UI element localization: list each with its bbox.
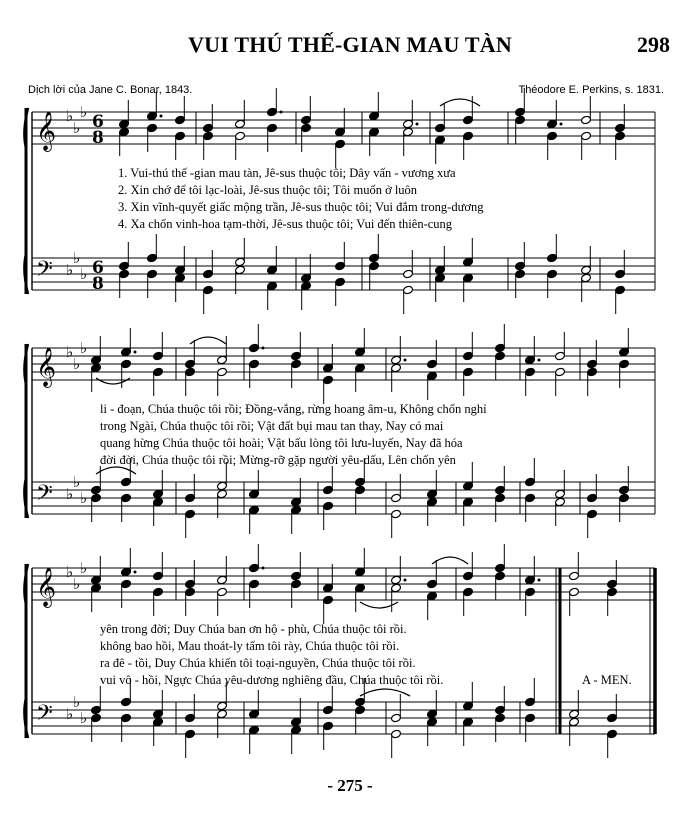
flat-sign: ♭ <box>80 559 88 577</box>
flat-sign: ♭ <box>66 343 74 361</box>
flat-sign: ♭ <box>73 249 81 267</box>
hymn-number: 298 <box>637 32 670 57</box>
dot <box>262 567 265 570</box>
lyric-line: quang hừng Chúa thuộc tôi hoài; Vật bấu lòng tôi lưu-luyến, Nay đã hóa <box>100 436 463 450</box>
dot <box>404 579 407 582</box>
composer-credit: Théodore E. Perkins, s. 1831. <box>518 84 664 96</box>
lyric-line: 2. Xin chớ để tôi lạc-loài, Jê-sus thuộc tôi; Tôi muốn ở luôn <box>118 183 418 197</box>
time-signature-top: 6 <box>92 112 104 132</box>
flat-sign: ♭ <box>66 563 74 581</box>
lyric-line: 3. Xin vĩnh-quyết giấc mộng trần, Jê-sus thuộc tôi; Vui đắm trong-dương <box>118 200 484 214</box>
flat-sign: ♭ <box>73 473 81 491</box>
lyric-line: ra đê - tồi, Duy Chúa khiến tôi toại-nguyền, Chúa thuộc tôi rồi. <box>100 656 416 670</box>
lyric-line: trong Ngài, Chúa thuộc tôi rồi; Vật đất bụi mau tan thay, Nay có mai <box>100 419 444 433</box>
lyric-line: 1. Vui-thú thế -gian mau tàn, Jê-sus thuộc tôi; Dây vấn - vương xưa <box>118 166 456 180</box>
flat-sign: ♭ <box>80 265 88 283</box>
slur <box>190 337 226 344</box>
slur <box>360 602 398 608</box>
dot <box>404 359 407 362</box>
lyric-line: yên trong đời; Duy Chúa ban ơn hộ - phù, Chúa thuộc tôi rồi. <box>100 622 407 636</box>
dot <box>560 123 563 126</box>
dot <box>160 115 163 118</box>
bass-clef: 𝄢 <box>36 481 53 511</box>
dot <box>538 359 541 362</box>
dot <box>280 111 283 114</box>
treble-clef: 𝄞 <box>36 111 57 151</box>
flat-sign: ♭ <box>73 355 81 373</box>
dot <box>538 579 541 582</box>
hymn-title: VUI THÚ THẾ-GIAN MAU TÀN <box>188 32 512 57</box>
slur <box>96 378 130 384</box>
treble-clef: 𝄞 <box>36 347 57 387</box>
time-signature-top: 6 <box>92 258 104 278</box>
flat-sign: ♭ <box>73 693 81 711</box>
bass-clef: 𝄢 <box>36 257 53 287</box>
bass-clef: 𝄢 <box>36 701 53 731</box>
dot <box>416 123 419 126</box>
flat-sign: ♭ <box>80 339 88 357</box>
time-signature-bottom: 8 <box>92 128 104 148</box>
translation-credit: Dịch lời của Jane C. Bonar, 1843. <box>28 84 193 96</box>
flat-sign: ♭ <box>66 705 74 723</box>
slur <box>440 99 480 106</box>
flat-sign: ♭ <box>66 485 74 503</box>
lyric-line: vui vô - hồi, Ngực Chúa yêu-dương nghiêng đầu, Chúa thuộc tôi rồi. <box>100 673 444 687</box>
treble-clef: 𝄞 <box>36 567 57 607</box>
slur <box>432 557 468 564</box>
dot <box>134 571 137 574</box>
lyric-line: 4. Xa chốn vinh-hoa tạm-thời, Jê-sus thuộc tôi; Vui đến thiên-cung <box>118 217 453 231</box>
lyric-line: đời đời, Chúa thuộc tôi rồi; Mừng-rỡ gặp người yêu-dấu, Lên chốn yên <box>100 453 456 467</box>
page-number: - 275 - <box>327 776 373 795</box>
dot <box>262 347 265 350</box>
slur <box>360 689 410 696</box>
flat-sign: ♭ <box>73 119 81 137</box>
flat-sign: ♭ <box>80 489 88 507</box>
lyric-line: li - đoạn, Chúa thuộc tôi rồi; Đồng-vắng, rừng hoang âm-u, Không chốn nghỉ <box>100 402 487 416</box>
lyric-line: không bao hồi, Mau thoát-ly tấm tôi rày, Chúa thuộc tôi rồi. <box>100 639 400 653</box>
flat-sign: ♭ <box>73 575 81 593</box>
dot <box>134 351 137 354</box>
time-signature-bottom: 8 <box>92 274 104 294</box>
flat-sign: ♭ <box>66 261 74 279</box>
flat-sign: ♭ <box>66 107 74 125</box>
flat-sign: ♭ <box>80 103 88 121</box>
flat-sign: ♭ <box>80 709 88 727</box>
amen-text: A - MEN. <box>582 673 632 687</box>
